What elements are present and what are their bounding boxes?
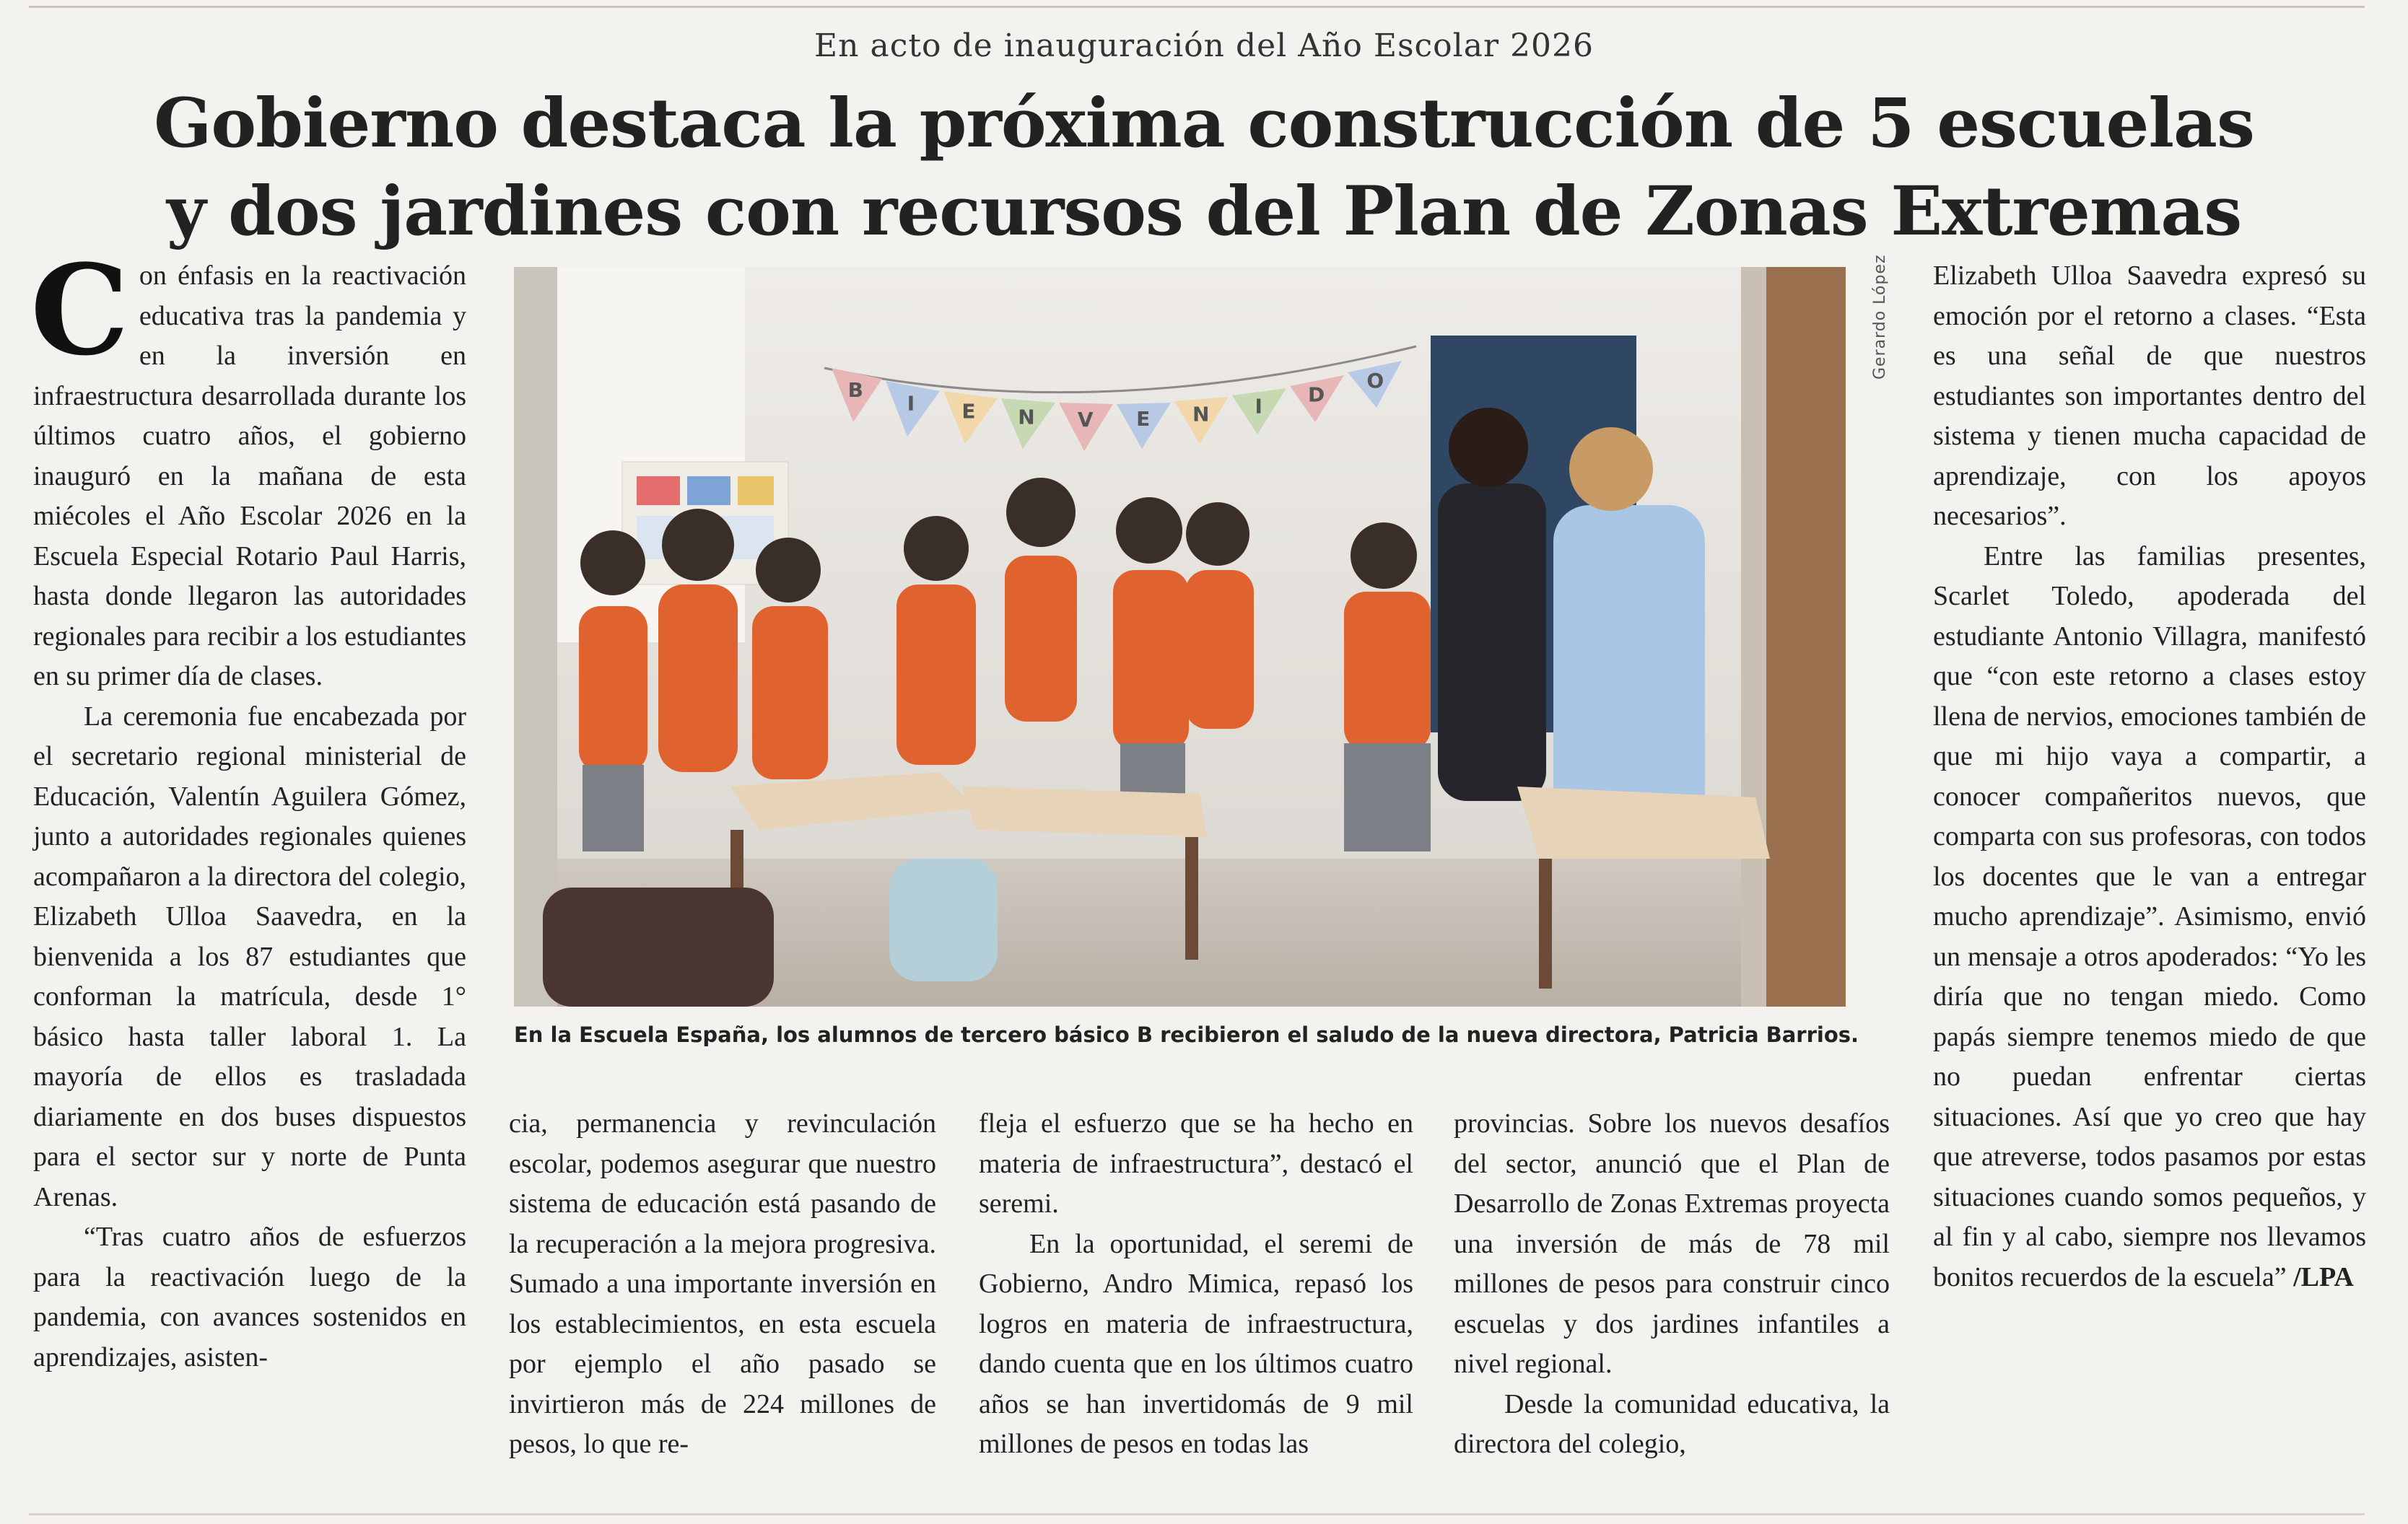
column-2 — [509, 1104, 936, 1465]
banner-letter: N — [1018, 405, 1035, 429]
paragraph: En la oportunidad, el seremi de Gobierno, Andro Mimica, repasó los logros en materia de infraestructura, dando cuenta que en los últimos cuatro años se han invertidomás de 9 mil millones de pesos en todas las — [979, 1228, 1413, 1459]
banner-letter: I — [907, 391, 915, 416]
paragraph-text: on énfasis en la reactivación educativa tras la pandemia y en la inversión en infraestructura desarrollada durante los últimos cuatro años, el gobierno inauguró en la mañana de esta miécoles el Año Escolar 2026 en la Escuela Especial Rotario Paul Harris, hasta donde llegaron las autoridades regionales para recibir a los estudiantes en su primer día de clases. — [33, 260, 466, 691]
column-5 — [1933, 256, 2366, 1297]
news-photo — [514, 267, 1846, 1007]
photo-credit: Gerardo López — [1871, 254, 1889, 380]
paragraph: Elizabeth Ulloa Saavedra expresó su emoción por el retorno a clases. “Esta es una señal de que nuestros estudiantes son importantes dentro del sistema y tienen mucha capacidad de aprendizaje, con los apoyos necesarios”. — [1933, 260, 2366, 531]
drop-cap: C — [30, 237, 129, 383]
author-signature: /LPA — [2293, 1261, 2354, 1292]
banner-letter: V — [1077, 408, 1094, 432]
paragraph: cia, permanencia y revinculación escolar, podemos asegurar que nuestro sistema de educación está pasando de la recuperación a la mejora progresiva. Sumado a una importante inversión en los establecimientos, en esta escuela por ejemplo el año pasado se invirtieron más de 224 millones de pesos, lo que re- — [509, 1108, 936, 1459]
paragraph — [30, 237, 466, 697]
column-4 — [1454, 1104, 1890, 1465]
column-3 — [979, 1104, 1413, 1465]
banner-letter: O — [1366, 369, 1384, 393]
paragraph-text: Entre las familias presentes, Scarlet Toledo, apoderada del estudiante Antonio Villagra, manifestó que “con este retorno a clases estoy llena de nervios, emociones también de que mi hijo vaya a compartir, a conocer compañeritos nuevos, que comparta con sus profesoras, con todos los docentes que le van a entregar mucho aprendizaje”. Asimismo, envió un mensaje a otros apoderados: “Yo les diría que no tengan miedo. Como papás siempre tenemos miedo de que no puedan enfrentar ciertas situaciones. Así que yo creo que hay que atreverse, todos pasamos por estas situaciones cuando somos pequeños, y al fin y al cabo, siempre nos llevamos bonitos recuerdos de la escuela” — [1933, 540, 2366, 1292]
paragraph: fleja el esfuerzo que se ha hecho en materia de infraestructura”, destacó el seremi. — [979, 1108, 1413, 1219]
paragraph: Desde la comunidad educativa, la directora del colegio, — [1454, 1388, 1890, 1459]
paragraph: provincias. Sobre los nuevos desafíos del sector, anunció que el Plan de Desarrollo de Zonas Extremas proyecta una inversión de más de 78 mil millones de pesos para construir cinco escuelas y dos jardines infantiles a nivel regional. — [1454, 1108, 1890, 1379]
headline-line-1: Gobierno destaca la próxima construcción de 5 escuelas — [154, 84, 2254, 163]
banner-letter: B — [847, 378, 864, 402]
column-1 — [30, 237, 466, 1378]
photo-caption: En la Escuela España, los alumnos de tercero básico B recibieron el saludo de la nueva directora, Patricia Barrios. — [514, 1022, 1859, 1047]
banner-letter: E — [961, 399, 976, 424]
paragraph: “Tras cuatro años de esfuerzos para la reactivación luego de la pandemia, con avances sostenidos en aprendizajes, asisten- — [33, 1222, 466, 1372]
bottom-rule — [29, 1513, 2365, 1515]
headline-line-2: y dos jardines con recursos del Plan de Zonas Extremas — [166, 172, 2242, 251]
banner-letter: I — [1255, 394, 1262, 419]
paragraph: La ceremonia fue encabezada por el secretario regional ministerial de Educación, Valentín Aguilera Gómez, junto a autoridades regionales quienes acompañaron a la directora del colegio, Elizabeth Ulloa Saavedra, en la bienvenida a los 87 estudiantes que conforman la matrícula, desde 1° básico hasta taller laboral 1. La mayoría de ellos es trasladada diariamente en dos buses dispuestos para el sector sur y norte de Punta Arenas. — [33, 701, 466, 1212]
banner-letter: D — [1308, 382, 1325, 407]
headline — [0, 79, 2408, 255]
top-rule — [29, 6, 2365, 8]
paragraph — [1933, 537, 2366, 1298]
kicker: En acto de inauguración del Año Escolar 2026 — [814, 27, 1594, 64]
banner-letter: N — [1192, 402, 1210, 426]
banner-letter: E — [1136, 407, 1151, 431]
classroom-photo — [514, 267, 1846, 1007]
